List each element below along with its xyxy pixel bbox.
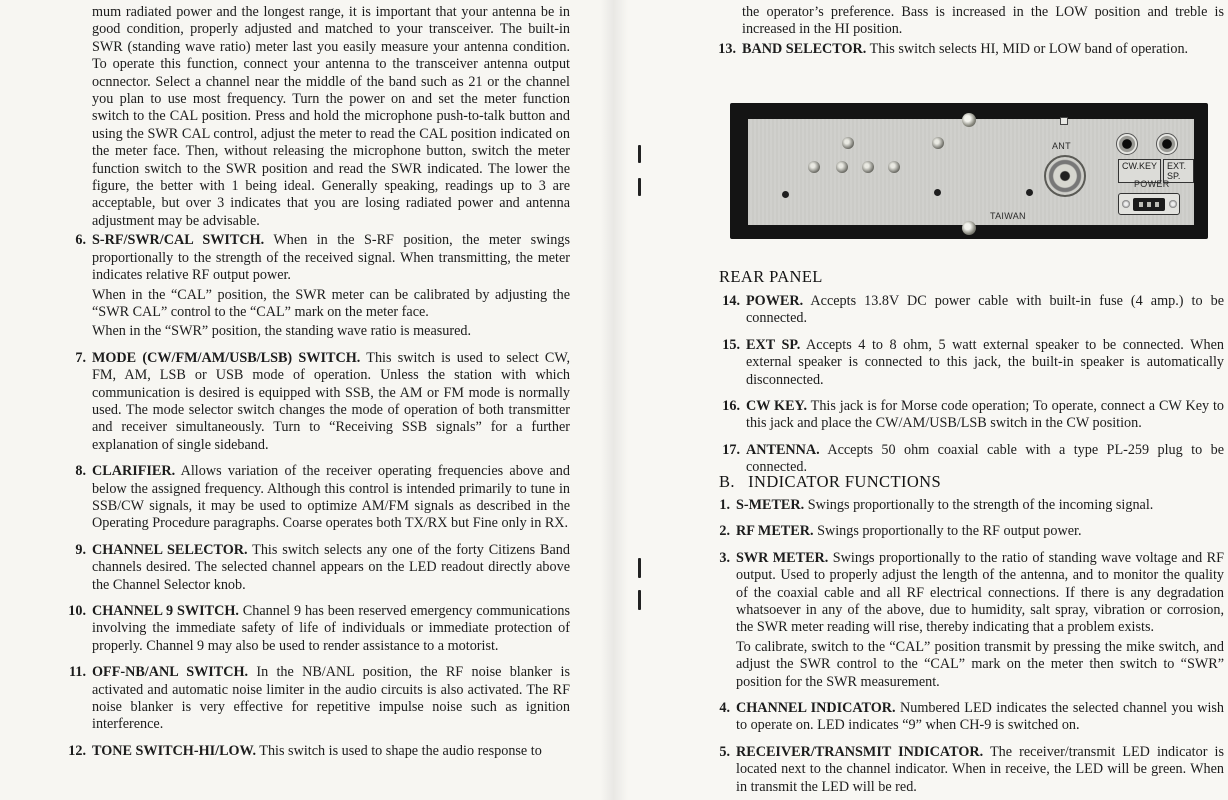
item-title: SWR METER. [736,549,829,566]
list-item: 10. CHANNEL 9 SWITCH. Channel 9 has been reserved emergency communications involving the immediate safety of life of individuals or immediate protection of properly. Channel 9 may also be used to render assistance to a motorist. [68,603,570,654]
item-title: OFF-NB/ANL SWITCH. [92,664,249,681]
list-item: 6. S-RF/SWR/CAL SWITCH. When in the S-RF position, the meter swings proportionally to the strength of the received signal. When transmitting, the meter indicates relative RF output power. When in the “CAL” position, the SWR meter can be calibrated by adjusting the “SWR CAL” control to the “CAL” mark on the meter face. When in the “SWR” position, the standing wave ratio is measured. [75,232,570,340]
control-knob [808,161,820,173]
item-title: RECEIVER/TRANSMIT INDICATOR. [736,743,984,760]
item-title: BAND SELECTOR. [742,40,867,57]
mounting-hole [934,189,941,196]
cw-key-label: CW.KEY [1118,159,1161,183]
panel-screw [962,113,976,127]
power-label: POWER [1134,179,1170,189]
item-title: EXT SP. [746,336,801,353]
ext-sp-label: EXT. SP. [1163,159,1194,183]
ant-label: ANT [1052,141,1071,151]
item-sub-paragraph: To calibrate, switch to the “CAL” position transmit by pressing the mike switch, and adjust the SWR control to the “CAL” mark on the meter then switch to “SWR” position for the SWR measurement. [736,638,1224,690]
item-title: S-METER. [736,497,805,513]
list-item: 4. CHANNEL INDICATOR. Numbered LED indicates the selected channel you wish to operate on. LED indicates “9” when CH-9 is switched on. [719,700,1225,734]
item-sub-paragraph: When in the “SWR” position, the standing wave ratio is measured. [92,323,472,340]
swr-intro-paragraph: mum radiated power and the longest range, it is important that your antenna be in good condition, properly adjusted and matched to your transceiver. The built-in SWR (standing wave ratio) meter last you easily measure your antenna condition. To operate this function, connect your antenna to the transceiver antenna output ocnnector. Select a channel near the middle of the band such as 21 or the channel you plan to use most frequency. Turn the power on and set the meter function switch to the CAL position. Press and hold the microphone push-to-talk button and using the SWR CAL control, adjust the meter to read the CAL position indicated on the meter face. Then, without releasing the microphone button, switch the meter function switch to the SWR position and read the SWR indicated. The lower the figure, the better with 1 being ideal. Generally speaking, readings up to 3 are acceptable, but over 3 indicates that you are losing radiated power and antenna adjustment may be advisable. [92,4,570,229]
item-title: RF METER. [736,523,814,540]
item-title: CHANNEL SELECTOR. [92,541,248,558]
item-title: S-RF/SWR/CAL SWITCH. [92,232,265,249]
gutter-mark [638,178,641,196]
mounting-hole [782,191,789,198]
rear-panel-face [748,119,1194,225]
control-knob [842,137,854,149]
control-knob [888,161,900,173]
rear-panel-heading: REAR PANEL [719,267,823,286]
power-connector [1118,193,1180,215]
list-item: 9. CHANNEL SELECTOR. This switch selects any one of the forty Citizens Band channels desired. The selected channel appears on the LED readout directly above the Channel Selector knob. [75,541,570,593]
list-item: 13. BAND SELECTOR. This switch selects HI, MID or LOW band of operation. [718,40,1189,57]
ground-tab [1060,117,1068,125]
indicator-functions-heading: B. INDICATOR FUNCTIONS [719,472,942,491]
control-knob [862,161,874,173]
rear-panel-image [730,103,1208,239]
control-knob [836,161,848,173]
gutter-mark [638,590,641,610]
control-knob [932,137,944,149]
item-title: CHANNEL 9 SWITCH. [92,603,239,619]
item-title: POWER. [746,293,804,309]
antenna-connector [1044,155,1086,197]
tone-continued-paragraph: the operator’s preference. Bass is increased in the LOW position and treble is increased in the HI position. [742,4,1224,38]
rear-panel-items [718,293,1224,486]
mounting-hole [1026,189,1033,196]
panel-screw [962,221,976,235]
left-page-text [64,4,570,769]
item-title: CW KEY. [746,398,808,415]
taiwan-label: TAIWAN [990,211,1026,221]
list-item: 14. POWER. Accepts 13.8V DC power cable with built-in fuse (4 amp.) to be connected. [722,293,1224,327]
list-item: 16. CW KEY. This jack is for Morse code operation; To operate, connect a CW Key to this jack and place the CW/AM/USB/LSB switch in the CW position. [722,398,1224,432]
list-item: 2. RF METER. Swings proportionally to the RF output power. [719,523,1082,540]
gutter-mark [638,145,641,163]
item-title: ANTENNA. [746,441,820,458]
list-item: 3. SWR METER. Swings proportionally to the ratio of standing wave voltage and RF output. Used to properly adjust the length of the antenna, and to monitor the quality of the coaxial cable and all RF electrical connections. If there is any degradation whatsoever in any of the above, due to humidity, salt spray, vibration or corrosion, the SWR meter reading will rise, thereby indicating that a problem exists. To calibrate, switch to the “CAL” position transmit by pressing the mike switch, and adjust the SWR control to the “CAL” mark on the meter then switch to “SWR” position for the SWR measurement. [719,549,1224,690]
gutter-mark [638,558,641,578]
item-sub-paragraph: When in the “CAL” position, the SWR meter can be calibrated by adjusting the “SWR CAL” control to the “CAL” mark on the meter face. [92,286,570,320]
item-title: MODE (CW/FM/AM/USB/LSB) SWITCH. [92,349,361,366]
book-gutter [600,0,628,800]
list-item: 12. TONE SWITCH-HI/LOW. This switch is used to shape the audio response to [68,742,542,759]
list-item: 8. CLARIFIER. Allows variation of the receiver operating frequencies above and below the assigned frequency. Although this control is intended primarily to tune in SSB/CW signals, it may be used to optimize AM/FM signals as described in the Operating Procedure paragraphs. Coarse operates both TX/RX but Fine only in RX. [75,463,570,532]
item-title: CLARIFIER. [92,463,176,480]
list-item: 5. RECEIVER/TRANSMIT INDICATOR. The receiver/transmit LED indicator is located next to the channel indicator. When in receive, the LED will be green. When in transmit the LED will be red. [719,743,1224,795]
list-item: 11. OFF-NB/ANL SWITCH. In the NB/ANL position, the RF noise blanker is activated and automatic noise limiter in the audio circuits is also activated. The RF noise blanker is very effective for repetitive impulse noise such as ignition interference. [69,664,570,733]
list-item: 1. S-METER. Swings proportionally to the strength of the incoming signal. [719,497,1154,513]
right-page-top-text [718,4,1224,67]
item-title: CHANNEL INDICATOR. [736,700,896,717]
ext-sp-jack [1156,133,1178,155]
list-item: 15. EXT SP. Accepts 4 to 8 ohm, 5 watt external speaker to be connected. When external speaker is connected to this jack, the built-in speaker is automatically disconnected. [722,336,1224,388]
item-title: TONE SWITCH-HI/LOW. [92,742,256,759]
indicator-items [718,497,1224,800]
list-item: 17. ANTENNA. Accepts 50 ohm coaxial cable with a type PL-259 plug to be connected. [722,441,1224,476]
list-item: 7. MODE (CW/FM/AM/USB/LSB) SWITCH. This switch is used to select CW, FM, AM, LSB or USB mode of operation. Unless the station with which communication is desired is equipped with SSB, the AM or FM mode is normally used. The mode selector switch changes the mode of operation of both transmitter and receiver simultaneously. Turn to “Receiving SSB signals” for a further explanation of single sideband. [75,349,570,453]
cw-key-jack [1116,133,1138,155]
